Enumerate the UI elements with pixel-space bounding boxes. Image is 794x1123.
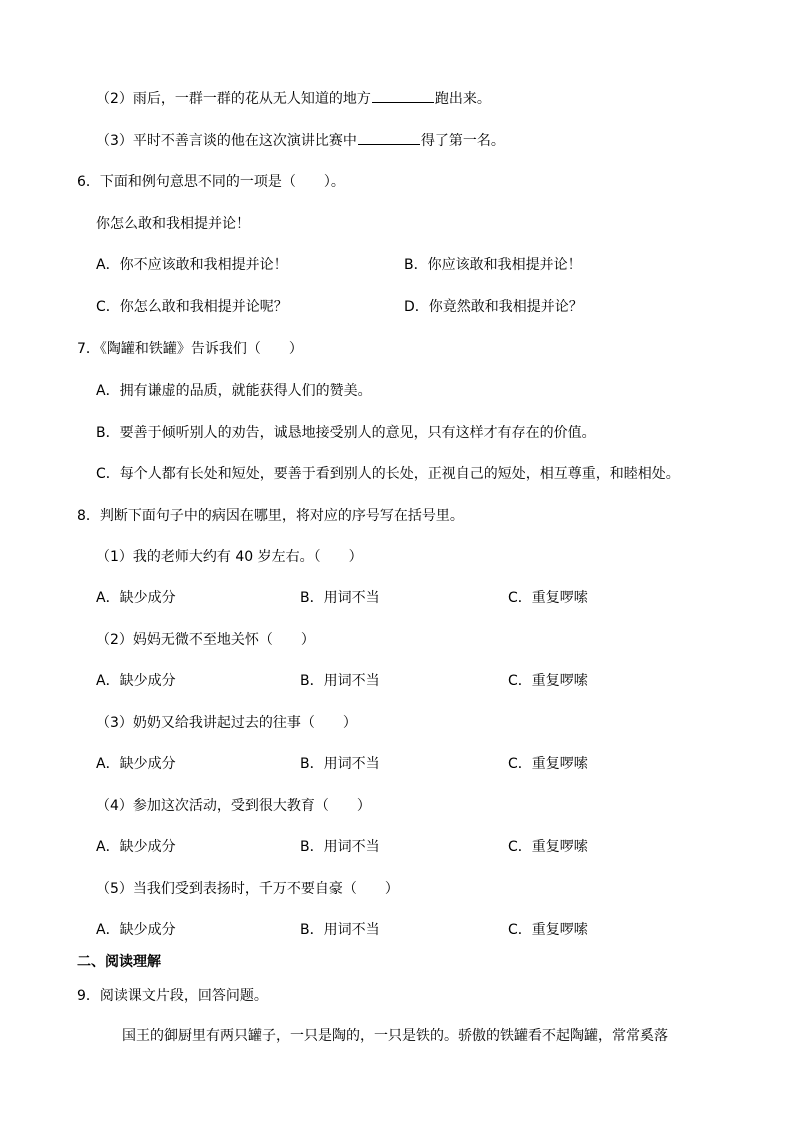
- q8-item-1-option-a[interactable]: A．缺少成分: [96, 590, 176, 606]
- q9-stem: 9．阅读课文片段，回答问题。: [77, 988, 268, 1004]
- section-heading-reading: 二、阅读理解: [77, 954, 161, 970]
- q5-item-3: [96, 130, 505, 151]
- q8-item-3-option-a[interactable]: A．缺少成分: [96, 756, 176, 772]
- q5-item-2-after: 跑出来。: [434, 91, 491, 107]
- q6-option-a[interactable]: A．你不应该敢和我相提并论！: [96, 257, 288, 273]
- q7-option-b[interactable]: B．要善于倾听别人的劝告，诚恳地接受别人的意见，只有这样才有存在的价值。: [96, 425, 596, 441]
- q8-item-5-option-c[interactable]: C．重复啰嗦: [508, 922, 588, 938]
- q8-item-4-option-b[interactable]: B．用词不当: [300, 839, 380, 855]
- q6-option-b[interactable]: B．你应该敢和我相提并论！: [404, 257, 582, 273]
- q5-item-3-before: （3）平时不善言谈的他在这次演讲比赛中: [96, 133, 357, 149]
- q8-item-4-option-c[interactable]: C．重复啰嗦: [508, 839, 588, 855]
- q8-item-2: （2）妈妈无微不至地关怀（ ）: [96, 632, 315, 648]
- q8-item-3: （3）奶奶又给我讲起过去的往事（ ）: [96, 715, 357, 731]
- q7-option-c[interactable]: C．每个人都有长处和短处，要善于看到别人的长处，正视自己的短处，相互尊重，和睦相处。: [96, 466, 680, 482]
- q7-option-a[interactable]: A．拥有谦虚的品质，就能获得人们的赞美。: [96, 383, 372, 399]
- q8-item-1-option-b[interactable]: B．用词不当: [300, 590, 380, 606]
- q7-stem: 7．《陶罐和铁罐》告诉我们（ ）: [77, 341, 303, 357]
- q6-option-c[interactable]: C．你怎么敢和我相提并论呢？: [96, 299, 288, 315]
- q8-item-4-option-a[interactable]: A．缺少成分: [96, 839, 176, 855]
- q5-item-3-blank[interactable]: [358, 130, 420, 145]
- q8-item-2-option-c[interactable]: C．重复啰嗦: [508, 673, 588, 689]
- q5-item-2-blank[interactable]: [372, 88, 434, 103]
- q8-item-3-option-c[interactable]: C．重复啰嗦: [508, 756, 588, 772]
- q8-item-4: （4）参加这次活动，受到很大教育（ ）: [96, 798, 371, 814]
- q6-example: 你怎么敢和我相提并论！: [96, 216, 250, 232]
- q6-stem: 6．下面和例句意思不同的一项是（ ）。: [77, 174, 345, 190]
- q8-item-3-option-b[interactable]: B．用词不当: [300, 756, 380, 772]
- q8-stem: 8．判断下面句子中的病因在哪里，将对应的序号写在括号里。: [77, 508, 464, 524]
- q9-passage: 国王的御厨里有两只罐子，一只是陶的，一只是铁的。骄傲的铁罐看不起陶罐，常常奚落: [122, 1028, 668, 1044]
- q8-item-1: （1）我的老师大约有 40 岁左右。（ ）: [96, 549, 363, 565]
- q8-item-1-option-c[interactable]: C．重复啰嗦: [508, 590, 588, 606]
- q8-item-5-option-b[interactable]: B．用词不当: [300, 922, 380, 938]
- q8-item-2-option-b[interactable]: B．用词不当: [300, 673, 380, 689]
- q5-item-2-before: （2）雨后，一群一群的花从无人知道的地方: [96, 91, 371, 107]
- q8-item-5-option-a[interactable]: A．缺少成分: [96, 922, 176, 938]
- q6-option-d[interactable]: D．你竟然敢和我相提并论？: [404, 299, 583, 315]
- q8-item-2-option-a[interactable]: A．缺少成分: [96, 673, 176, 689]
- q5-item-3-after: 得了第一名。: [420, 133, 505, 149]
- q5-item-2: [96, 88, 491, 109]
- q8-item-5: （5）当我们受到表扬时，千万不要自豪（ ）: [96, 881, 399, 897]
